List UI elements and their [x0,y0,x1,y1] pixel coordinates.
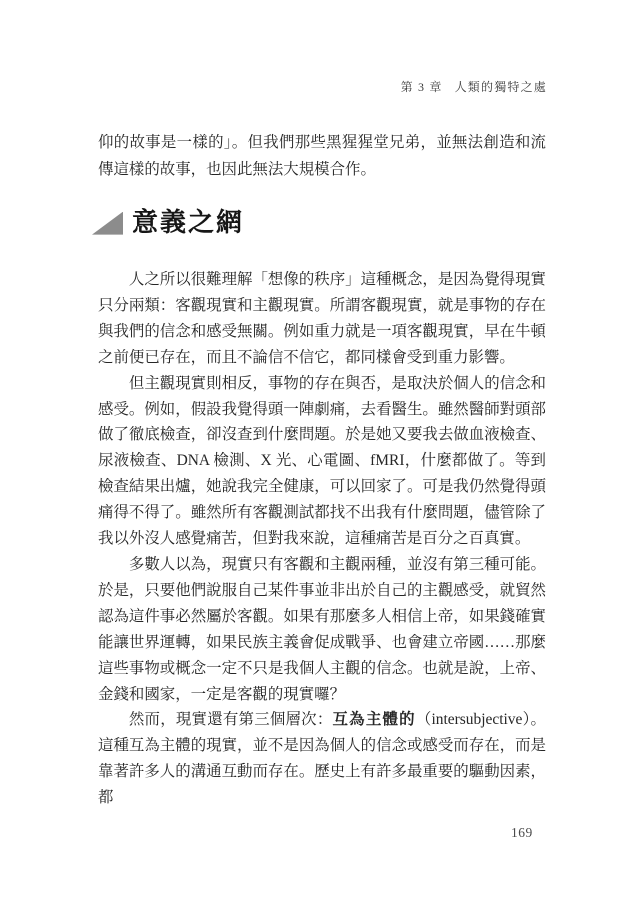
intro-paragraph: 仰的故事是一樣的」。但我們那些黑猩猩堂兄弟，並無法創造和流傳這樣的故事，也因此無法大規模合作。 [98,134,546,178]
body-paragraph: 人之所以很難理解「想像的秩序」這種概念，是因為覺得現實只分兩類：客觀現實和主觀現實。所謂客觀現實，就是事物的存在與我們的信念和感受無關。例如重力就是一項客觀現實，早在牛頓之前便已存在，而且不論信不信它，都同樣會受到重力影響。 [98,271,546,366]
section-heading [92,209,244,238]
page-number: 169 [511,825,533,840]
body-text-column [98,267,546,811]
running-header [401,78,547,95]
section-title: 意義之網 [132,208,245,237]
final-paragraph-lead: 然而，現實還有第三個層次： [128,711,333,729]
body-paragraph-final [98,707,546,811]
chapter-title: 人類的獨特之處 [454,80,547,94]
triangle-marker-icon [92,212,123,235]
chapter-label: 第 3 章 [400,80,443,94]
final-paragraph-rest: （intersubjective）。這種互為主體的現實，並不是因為個人的信念或感受而存在，而是靠著許多人的溝通互動而存在。歷史上有許多最重要的驅動因素，都 [98,711,546,807]
body-paragraph: 但主觀現實則相反，事物的存在與否，是取決於個人的信念和感受。例如，假設我覺得頭一陣劇痛，去看醫生。雖然醫師對頭部做了徹底檢查，卻沒查到什麼問題。於是她又要我去做血液檢查、尿液檢查、DNA 檢測、X 光、心電圖、fMRI，什麼都做了。等到檢查結果出爐，她說我完全健康，可以回家了。可是我仍然覺得頭痛得不得了。雖然所有客觀測試都找不出我有什麼問題，儘管除了我以外沒人感覺痛苦，但對我來說，這種痛苦是百分之百真實。 [98,374,546,548]
emphasis-term: 互為主體的 [332,711,416,729]
body-paragraph: 多數人以為，現實只有客觀和主觀兩種，並沒有第三種可能。於是，只要他們說服自己某件事並非出於自己的主觀感受，就貿然認為這件事必然屬於客觀。如果有那麼多人相信上帝，如果錢確實能讓世界運轉，如果民族主義會促成戰爭、也會建立帝國……那麼這些事物或概念一定不只是我個人主觀的信念。也就是說，上帝、金錢和國家，一定是客觀的現實囉？ [98,555,546,703]
